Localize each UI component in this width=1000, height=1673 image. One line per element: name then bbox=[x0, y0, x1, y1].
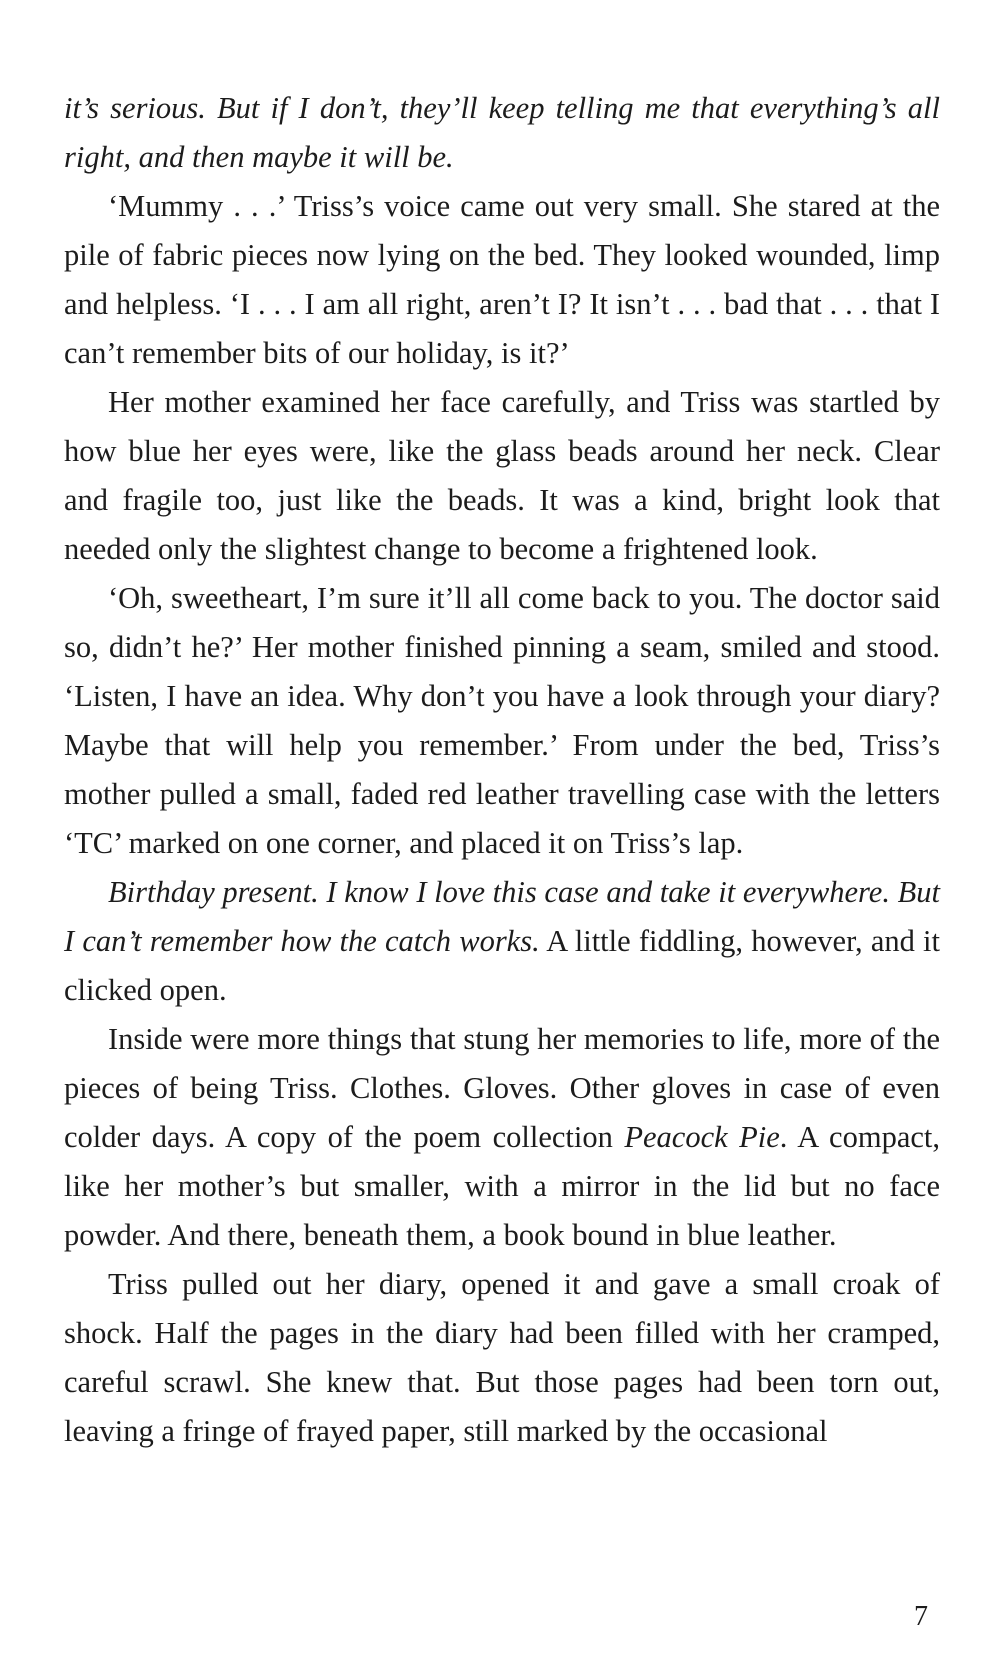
paragraph-5-italic: Birthday present. I know I love this case and take it everywhere. But I can’t remember how the catch works. bbox=[64, 875, 940, 958]
paragraph-5-text: A little fiddling, however, and it clicked open. bbox=[64, 924, 940, 1007]
paragraph-6-book-title: Peacock Pie bbox=[624, 1120, 780, 1154]
paragraph-4-text: ‘Oh, sweetheart, I’m sure it’ll all come back to you. The doctor said so, didn’t he?’ Her mother finished pinning a seam, smiled and stood. ‘Listen, I have an idea. Why don’t you have a look through your diary? Maybe that will help you remember.’ From under the bed, Triss’s mother pulled a small, faded red leather travelling case with the letters ‘TC’ marked on one corner, and placed it on Triss’s lap. bbox=[64, 581, 940, 860]
paragraph-6-text-2: . A compact, like her mother’s but smaller, with a mirror in the lid but no face powder. And there, beneath them, a book bound in blue leather. bbox=[64, 1120, 940, 1252]
paragraph-5 bbox=[64, 868, 940, 1015]
paragraph-1 bbox=[64, 84, 940, 182]
paragraph-2 bbox=[64, 182, 940, 378]
paragraph-6-text-1: Inside were more things that stung her memories to life, more of the pieces of being Triss. Clothes. Gloves. Other gloves in case of even colder days. A copy of the poem collection bbox=[64, 1022, 940, 1154]
paragraph-3-text: Her mother examined her face carefully, and Triss was startled by how blue her eyes were, like the glass beads around her neck. Clear and fragile too, just like the beads. It was a kind, bright look that needed only the slightest change to become a frightened look. bbox=[64, 385, 940, 566]
page-number: 7 bbox=[914, 1601, 928, 1632]
book-page-body bbox=[64, 84, 940, 1456]
paragraph-6 bbox=[64, 1015, 940, 1260]
paragraph-1-italic-1: it’s serious. But if I don’t, they’ll keep telling me that everything’s all right, and then maybe it will be. bbox=[64, 91, 940, 174]
paragraph-2-text: ‘Mummy . . .’ Triss’s voice came out very small. She stared at the pile of fabric pieces now lying on the bed. They looked wounded, limp and helpless. ‘I . . . I am all right, aren’t I? It isn’t . . . bad that . . . that I can’t remember bits of our holiday, is it?’ bbox=[64, 189, 940, 370]
paragraph-4 bbox=[64, 574, 940, 868]
paragraph-3 bbox=[64, 378, 940, 574]
paragraph-7 bbox=[64, 1260, 940, 1456]
paragraph-7-text: Triss pulled out her diary, opened it and gave a small croak of shock. Half the pages in the diary had been filled with her cramped, careful scrawl. She knew that. But those pages had been torn out, leaving a fringe of frayed paper, still marked by the occasional bbox=[64, 1267, 940, 1448]
